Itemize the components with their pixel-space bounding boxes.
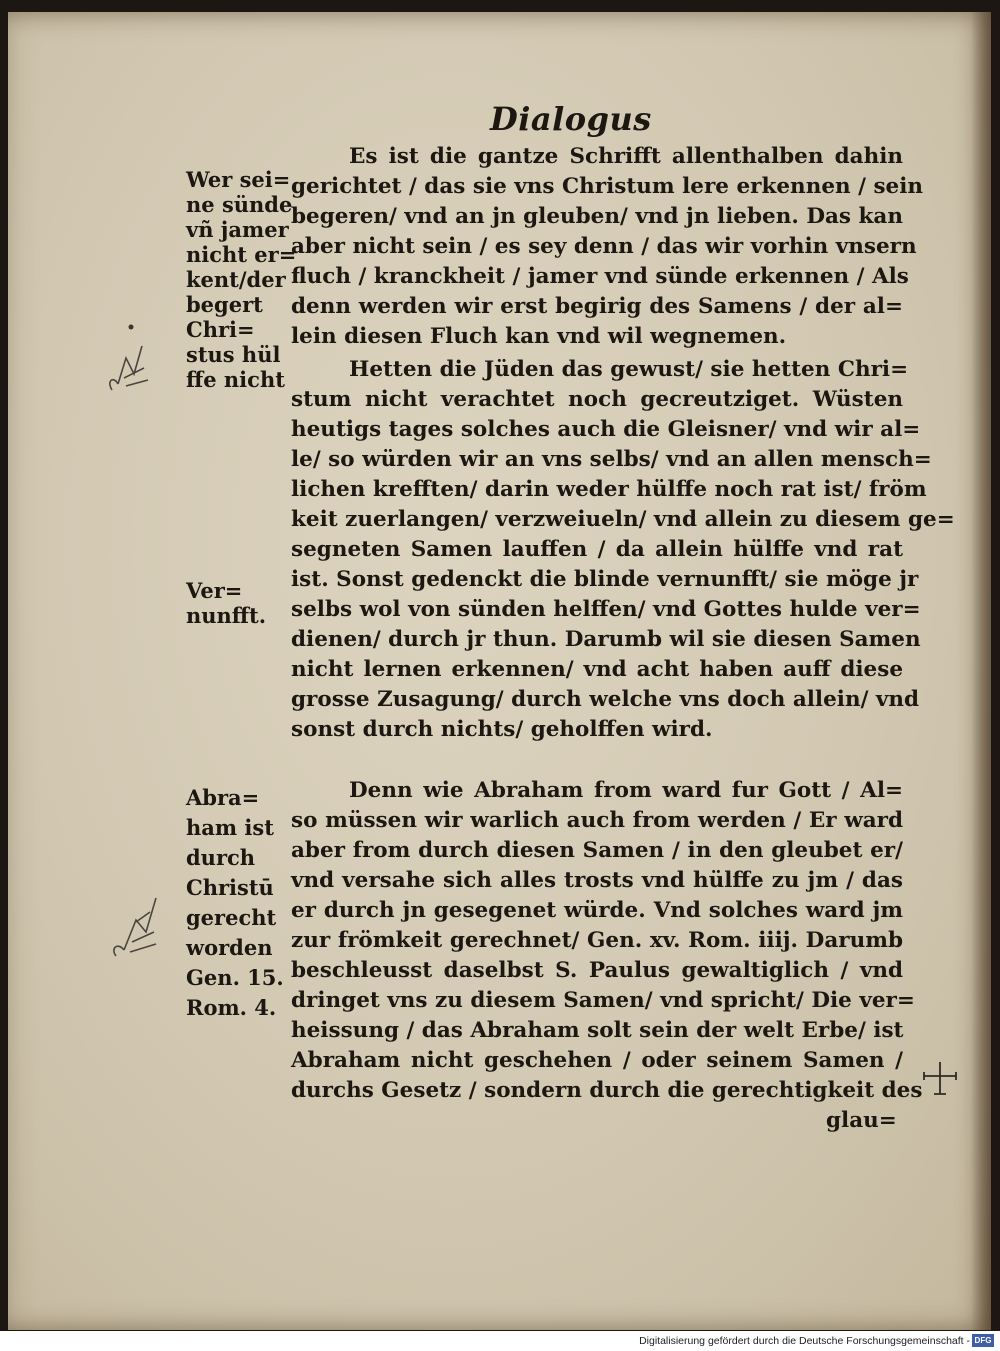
gloss-line: durch bbox=[186, 845, 256, 870]
gloss-line: kent/der bbox=[186, 267, 286, 292]
gloss-line: vñ jamer bbox=[186, 217, 289, 242]
gloss-line: Chri= bbox=[186, 317, 255, 342]
text-line: ist. Sonst gedenckt die blinde vernunfft/ sie möge jr bbox=[291, 567, 919, 592]
text-line: fluch / kranckheit / jamer vnd sünde erkennen / Als bbox=[291, 264, 909, 289]
gloss-line: ffe nicht bbox=[186, 367, 285, 392]
text-line: heissung / das Abraham solt sein der welt Erbe/ ist bbox=[291, 1018, 904, 1043]
text-line: lein diesen Fluch kan vnd wil wegnemen. bbox=[291, 324, 787, 349]
cross-mark-icon bbox=[920, 1058, 960, 1098]
text-line: vnd versahe sich alles trosts vnd hülffe zu jm / das bbox=[291, 868, 903, 893]
text-line: Abraham nicht geschehen / oder seinem Samen / bbox=[291, 1048, 903, 1073]
running-head: Dialogus bbox=[490, 100, 652, 138]
pencil-annotation-mark bbox=[104, 318, 150, 398]
text-line: durchs Gesetz / sondern durch die gerechtigkeit des bbox=[291, 1078, 923, 1103]
catchword: glau= bbox=[826, 1108, 897, 1133]
text-line: keit zuerlangen/ verzweiueln/ vnd allein zu diesem ge= bbox=[291, 507, 955, 532]
text-line: gerichtet / das sie vns Christum lere erkennen / sein bbox=[291, 174, 924, 199]
text-line: er durch jn gesegenet würde. Vnd solches ward jm bbox=[291, 898, 903, 923]
text-line: lichen krefften/ darin weder hülffe noch rat ist/ fröm bbox=[291, 477, 927, 502]
gloss-line: Wer sei= bbox=[186, 167, 291, 192]
text-line: dringet vns zu diesem Samen/ vnd spricht/ Die ver= bbox=[291, 988, 915, 1013]
gloss-line: nicht er= bbox=[186, 242, 297, 267]
gloss-line: gerecht bbox=[186, 905, 277, 930]
gloss-line: ham ist bbox=[186, 815, 274, 840]
text-line: segneten Samen lauffen / da allein hülffe vnd rat bbox=[291, 537, 903, 562]
gloss-line: nunfft. bbox=[186, 603, 267, 628]
gloss-line: Rom. 4. bbox=[186, 995, 277, 1020]
text-line: so müssen wir warlich auch from werden / Er ward bbox=[291, 808, 903, 833]
gloss-line: Christū bbox=[186, 875, 274, 900]
text-line: stum nicht verachtet noch gecreutziget. Wüsten bbox=[291, 387, 903, 412]
footer-credit: Digitalisierung gefördert durch die Deutsche Forschungsgemeinschaft - bbox=[639, 1335, 970, 1347]
dfg-logo: DFG bbox=[972, 1334, 994, 1347]
gloss-line: begert bbox=[186, 292, 263, 317]
text-line: heutigs tages solches auch die Gleisner/ vnd wir al= bbox=[291, 417, 921, 442]
gloss-line: worden bbox=[186, 935, 273, 960]
gloss-line: Abra= bbox=[186, 785, 260, 810]
text-line: aber from durch diesen Samen / in den gleubet er/ bbox=[291, 838, 903, 863]
text-line: aber nicht sein / es sey denn / das wir vorhin vnsern bbox=[291, 234, 917, 259]
text-line: selbs wol von sünden helffen/ vnd Gottes hulde ver= bbox=[291, 597, 921, 622]
text-line: Es ist die gantze Schrifft allenthalben dahin bbox=[349, 144, 903, 169]
text-line: sonst durch nichts/ geholffen wird. bbox=[291, 717, 713, 742]
text-line: Hetten die Jüden das gewust/ sie hetten Chri= bbox=[349, 357, 909, 382]
text-line: nicht lernen erkennen/ vnd acht haben auff diese bbox=[291, 657, 903, 682]
text-line: zur frömkeit gerechnet/ Gen. xv. Rom. iiij. Darumb bbox=[291, 928, 903, 953]
marginal-gloss bbox=[186, 578, 292, 628]
page-edge-shadow bbox=[971, 12, 991, 1330]
text-line: begeren/ vnd an jn gleuben/ vnd jn lieben. Das kan bbox=[291, 204, 903, 229]
text-line: grosse Zusagung/ durch welche vns doch allein/ vnd bbox=[291, 687, 920, 712]
gloss-line: Gen. 15. bbox=[186, 965, 284, 990]
text-line: Denn wie Abraham from ward fur Gott / Al= bbox=[349, 778, 903, 803]
gloss-line: Ver= bbox=[186, 578, 243, 603]
marginal-gloss bbox=[186, 167, 297, 392]
marginal-gloss bbox=[186, 783, 292, 1023]
text-line: le/ so würden wir an vns selbs/ vnd an allen mensch= bbox=[291, 447, 932, 472]
text-line: dienen/ durch jr thun. Darumb wil sie diesen Samen bbox=[291, 627, 921, 652]
pencil-annotation-mark bbox=[106, 892, 162, 962]
gloss-line: stus hül bbox=[186, 342, 281, 367]
text-line: beschleusst daselbst S. Paulus gewaltiglich / vnd bbox=[291, 958, 903, 983]
gloss-line: ne sünde bbox=[186, 192, 293, 217]
text-line: denn werden wir erst begirig des Samens / der al= bbox=[291, 294, 903, 319]
